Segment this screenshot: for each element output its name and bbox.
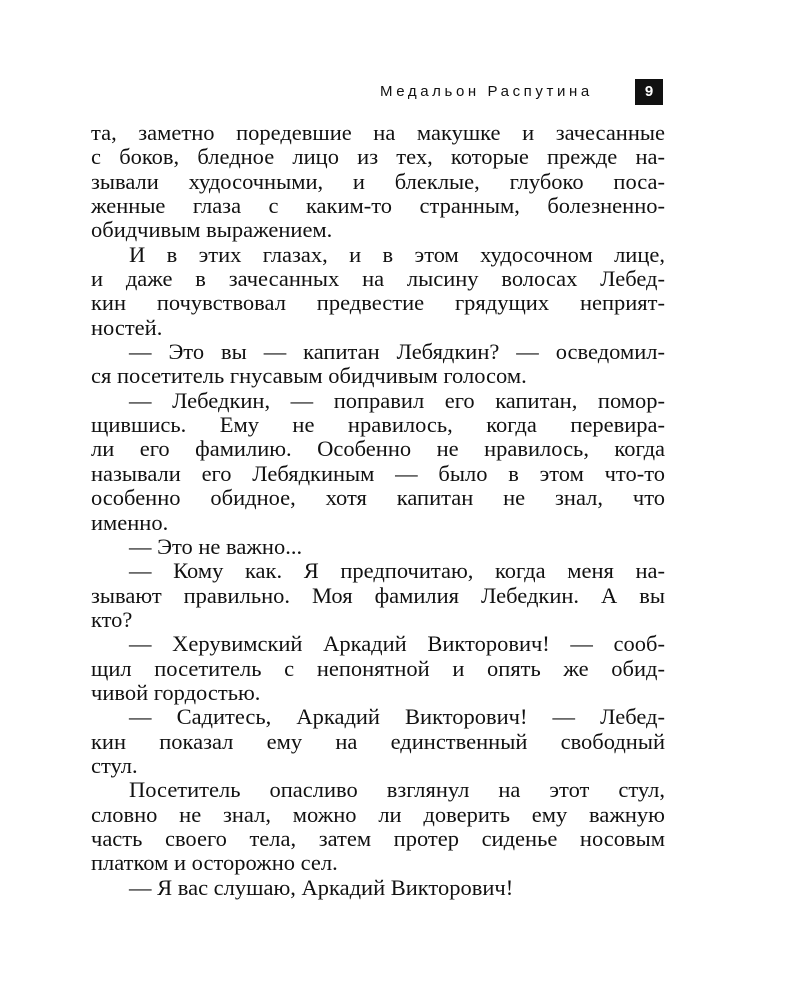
text-line: обидчивым выражением. (91, 217, 333, 243)
text-line: и даже в зачесанных на лысину волосах Лебед- (91, 266, 665, 292)
running-header-title: Медальон Распутина (380, 83, 593, 100)
text-line: та, заметно поредевшие на макушке и зачесанные (91, 120, 665, 145)
text-line: называли его Лебядкиным — было в этом что-то (91, 460, 665, 486)
text-line: именно. (91, 509, 169, 535)
text-line: кто? (91, 606, 133, 632)
text-line: ся посетитель гнусавым обидчивым голосом. (91, 363, 527, 389)
text-line: — Лебедкин, — поправил его капитан, помор- (129, 387, 665, 413)
text-line: зывают правильно. Моя фамилия Лебедкин. А вы (91, 582, 665, 608)
text-line: ностей. (91, 314, 163, 340)
text-line: с боков, бледное лицо из тех, которые прежде на- (91, 144, 665, 170)
text-line: — Садитесь, Аркадий Викторович! — Лебед- (129, 704, 665, 730)
text-line: словно не знал, можно ли доверить ему важную (91, 801, 665, 827)
text-line: — Я вас слушаю, Аркадий Викторович! (129, 874, 514, 900)
text-line: щил посетитель с непонятной и опять же обид- (91, 655, 665, 681)
text-line: И в этих глазах, и в этом худосочном лице, (129, 241, 665, 267)
text-line: — Это не важно... (129, 533, 303, 559)
text-line: женные глаза с каким-то странным, болезненно- (91, 193, 665, 219)
text-line: особенно обидное, хотя капитан не знал, что (91, 485, 665, 511)
text-line: — Кому как. Я предпочитаю, когда меня на- (129, 558, 665, 584)
body-text (91, 121, 665, 900)
page-number: 9 (635, 79, 663, 105)
text-line: чивой гордостью. (91, 679, 261, 705)
text-line: часть своего тела, затем протер сиденье носовым (91, 825, 665, 851)
text-line: — Херувимский Аркадий Викторович! — сооб- (129, 631, 665, 657)
text-line: щившись. Ему не нравилось, когда перевира- (91, 412, 665, 438)
text-line: — Это вы — капитан Лебядкин? — осведомил- (129, 339, 665, 365)
text-line: платком и осторожно сел. (91, 850, 338, 876)
text-line: Посетитель опасливо взглянул на этот стул, (129, 777, 665, 803)
text-line: кин почувствовал предвестие грядущих неприят- (91, 290, 665, 316)
text-line: стул. (91, 752, 138, 778)
text-line: ли его фамилию. Особенно не нравилось, когда (91, 436, 665, 462)
text-line: зывали худосочными, и блеклые, глубоко поса- (91, 168, 665, 194)
text-line: кин показал ему на единственный свободный (91, 728, 665, 754)
